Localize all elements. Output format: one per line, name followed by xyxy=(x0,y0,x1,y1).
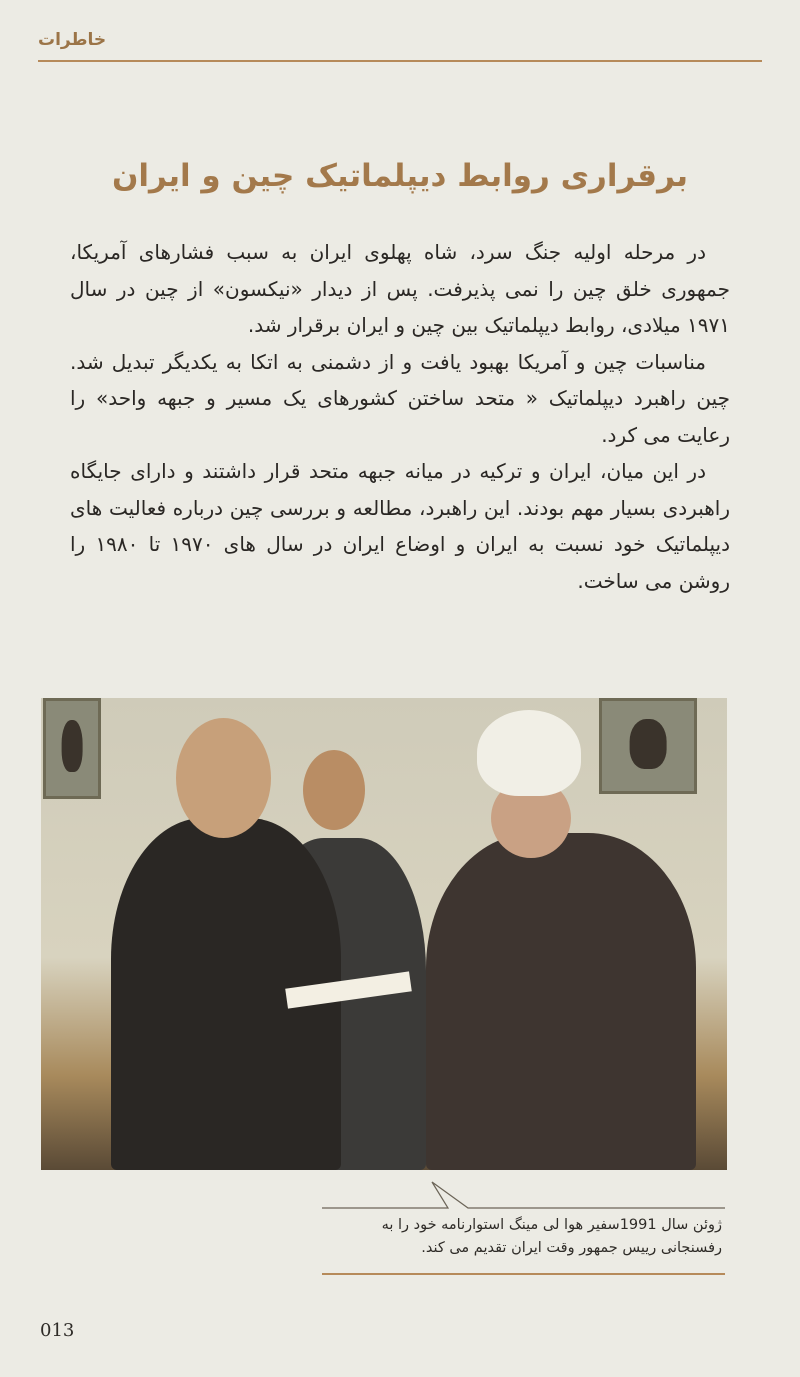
wall-portrait-left xyxy=(43,698,101,799)
ceremony-photo xyxy=(41,698,727,1170)
section-label: خاطرات xyxy=(38,30,107,50)
photo-caption xyxy=(322,1214,722,1260)
cleric-figure xyxy=(426,833,696,1170)
caption-line-2: رفسنجانی رییس جمهور وقت ایران تقدیم می کند. xyxy=(421,1240,722,1256)
article-title: برقراری روابط دیپلماتیک چین و ایران xyxy=(111,158,689,194)
paragraph-2: مناسبات چین و آمریکا بهبود یافت و از دشمنی به اتکا به یکدیگر تبدیل شد. چین راهبرد دیپلماتیک « متحد ساختن کشورهای یک مسیر و جبهه واحد» را رعایت می کرد. xyxy=(70,349,730,447)
paragraph-3: در این میان، ایران و ترکیه در میانه جبهه متحد قرار داشتند و دارای جایگاه راهبردی بسیار مهم بودند. این راهبرد، مطالعه و بررسی چین درباره فعالیت های دیپلماتیک خود نسبت به ایران و اوضاع ایران در سال های ۱۹۷۰ تا ۱۹۸۰ را روشن می ساخت. xyxy=(70,459,731,593)
page-number: 013 xyxy=(40,1320,75,1341)
header-divider xyxy=(38,60,762,62)
article-body xyxy=(70,234,730,599)
standing-man-head xyxy=(303,750,365,830)
ambassador-head xyxy=(176,718,271,838)
cleric-turban xyxy=(477,710,581,796)
caption-line-1: ژوئن سال 1991سفیر هوا لی مینگ استوارنامه خود را به xyxy=(381,1217,722,1233)
paragraph-1: در مرحله اولیه جنگ سرد، شاه پهلوی ایران به سبب فشارهای آمریکا، جمهوری خلق چین را نمی پذیرفت. پس از دیدار «نیکسون» از چین در سال ۱۹۷۱ میلادی، روابط دیپلماتیک بین چین و ایران برقرار شد. xyxy=(70,240,730,337)
wall-portrait-right xyxy=(599,698,697,794)
